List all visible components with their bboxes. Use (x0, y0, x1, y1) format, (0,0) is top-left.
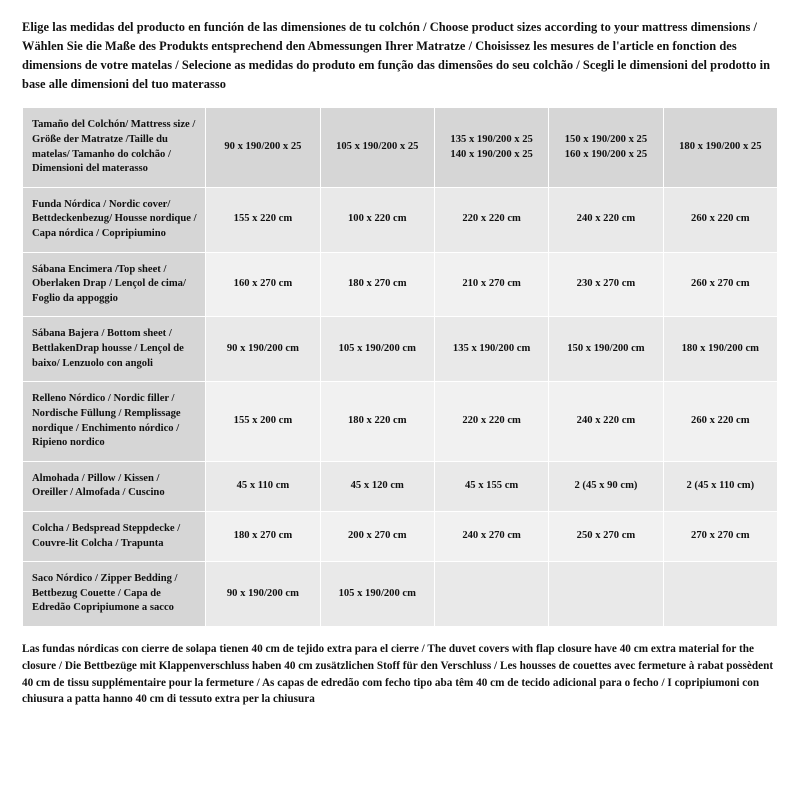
row-value (549, 562, 663, 627)
header-size-col-3-line-2: 140 x 190/200 x 25 (450, 148, 533, 160)
table-row (23, 382, 778, 461)
header-size-col-5 (663, 108, 777, 187)
row-value: 180 x 220 cm (320, 382, 434, 461)
table-row (23, 511, 778, 561)
footnote-text: Las fundas nórdicas con cierre de solapa tienen 40 cm de tejido extra para el cierre / The duvet covers with flap closure have 40 cm extra material for the closure / Die Bettbezüge mit Klappenverschluss haben 40 cm zusätzlichen Stoff für den Verschluss / Les housses de couettes avec fermeture à rabat possèdent 40 cm de tissu supplémentaire pour la fermeture / As capas de edredão com fecho tipo aba têm 40 cm de tecido adicional para o fecho / I copripiumoni con chiusura a patta hanno 40 cm di tessuto extra per la chiusura (22, 643, 774, 706)
header-size-col-5-line-1: 180 x 190/200 x 25 (679, 141, 762, 153)
row-value: 160 x 270 cm (206, 252, 320, 317)
row-value: 45 x 155 cm (434, 461, 548, 511)
row-value: 2 (45 x 90 cm) (549, 461, 663, 511)
row-value: 45 x 120 cm (320, 461, 434, 511)
row-label: Almohada / Pillow / Kissen / Oreiller / Almofada / Cuscino (23, 461, 206, 511)
row-value: 105 x 190/200 cm (320, 562, 434, 627)
row-label: Funda Nórdica / Nordic cover/ Bettdeckenbezug/ Housse nordique / Capa nórdica / Copripiumino (23, 187, 206, 252)
row-value: 105 x 190/200 cm (320, 317, 434, 382)
row-label: Sábana Encimera /Top sheet / Oberlaken Drap / Lençol de cima/ Foglio da appoggio (23, 252, 206, 317)
header-size-col-3-line-1: 135 x 190/200 x 25 (450, 133, 533, 145)
table-header-row (23, 108, 778, 187)
row-value: 260 x 220 cm (663, 187, 777, 252)
header-size-col-4 (549, 108, 663, 187)
table-row (23, 187, 778, 252)
table-row (23, 461, 778, 511)
header-label-cell: Tamaño del Colchón/ Mattress size / Größe der Matratze /Taille du matelas/ Tamanho do colchão / Dimensioni del materasso (23, 108, 206, 187)
row-value: 180 x 190/200 cm (663, 317, 777, 382)
row-value: 90 x 190/200 cm (206, 317, 320, 382)
row-value: 45 x 110 cm (206, 461, 320, 511)
table-row (23, 562, 778, 627)
mattress-size-table (22, 107, 778, 627)
row-value: 240 x 220 cm (549, 382, 663, 461)
row-value: 200 x 270 cm (320, 511, 434, 561)
header-size-col-2-line-1: 105 x 190/200 x 25 (336, 141, 419, 153)
header-size-col-3 (434, 108, 548, 187)
header-size-col-1 (206, 108, 320, 187)
row-value: 270 x 270 cm (663, 511, 777, 561)
header-size-col-4-line-1: 150 x 190/200 x 25 (564, 133, 648, 145)
row-value: 2 (45 x 110 cm) (663, 461, 777, 511)
row-label: Saco Nórdico / Zipper Bedding / Bettbezug Couette / Capa de Edredão Copripiumone a sacco (23, 562, 206, 627)
row-value: 250 x 270 cm (549, 511, 663, 561)
header-size-col-2 (320, 108, 434, 187)
row-value: 150 x 190/200 cm (549, 317, 663, 382)
row-value: 100 x 220 cm (320, 187, 434, 252)
row-value: 180 x 270 cm (320, 252, 434, 317)
row-value: 220 x 220 cm (434, 382, 548, 461)
row-value: 180 x 270 cm (206, 511, 320, 561)
row-value: 155 x 220 cm (206, 187, 320, 252)
row-value (663, 562, 777, 627)
table-body (23, 108, 778, 627)
row-label: Sábana Bajera / Bottom sheet / BettlakenDrap housse / Lençol de baixo/ Lenzuolo con angoli (23, 317, 206, 382)
row-value: 230 x 270 cm (549, 252, 663, 317)
intro-text: Elige las medidas del producto en función de las dimensiones de tu colchón / Choose product sizes according to your mattress dimensions / Wählen Sie die Maße des Produkts entsprechend den Abmessungen Ihrer Matratze / Choisissez les mesures de l'article en fonction des dimensions de votre matelas / Selecione as medidas do produto em função das dimensões do seu colchão / Scegli le dimensioni del prodotto in base alle dimensioni del tuo materasso (22, 20, 771, 91)
header-size-col-4-line-2: 160 x 190/200 x 25 (564, 148, 648, 160)
row-value: 210 x 270 cm (434, 252, 548, 317)
row-value: 220 x 220 cm (434, 187, 548, 252)
row-label: Relleno Nórdico / Nordic filler / Nordische Füllung / Remplissage nordique / Enchimento nórdico / Ripieno nordico (23, 382, 206, 461)
row-value: 135 x 190/200 cm (434, 317, 548, 382)
row-value: 260 x 220 cm (663, 382, 777, 461)
row-value (434, 562, 548, 627)
row-label: Colcha / Bedspread Steppdecke / Couvre-lit Colcha / Trapunta (23, 511, 206, 561)
table-row (23, 252, 778, 317)
row-value: 260 x 270 cm (663, 252, 777, 317)
row-value: 90 x 190/200 cm (206, 562, 320, 627)
header-size-col-1-line-1: 90 x 190/200 x 25 (224, 141, 302, 153)
row-value: 240 x 270 cm (434, 511, 548, 561)
row-value: 155 x 200 cm (206, 382, 320, 461)
table-row (23, 317, 778, 382)
row-value: 240 x 220 cm (549, 187, 663, 252)
